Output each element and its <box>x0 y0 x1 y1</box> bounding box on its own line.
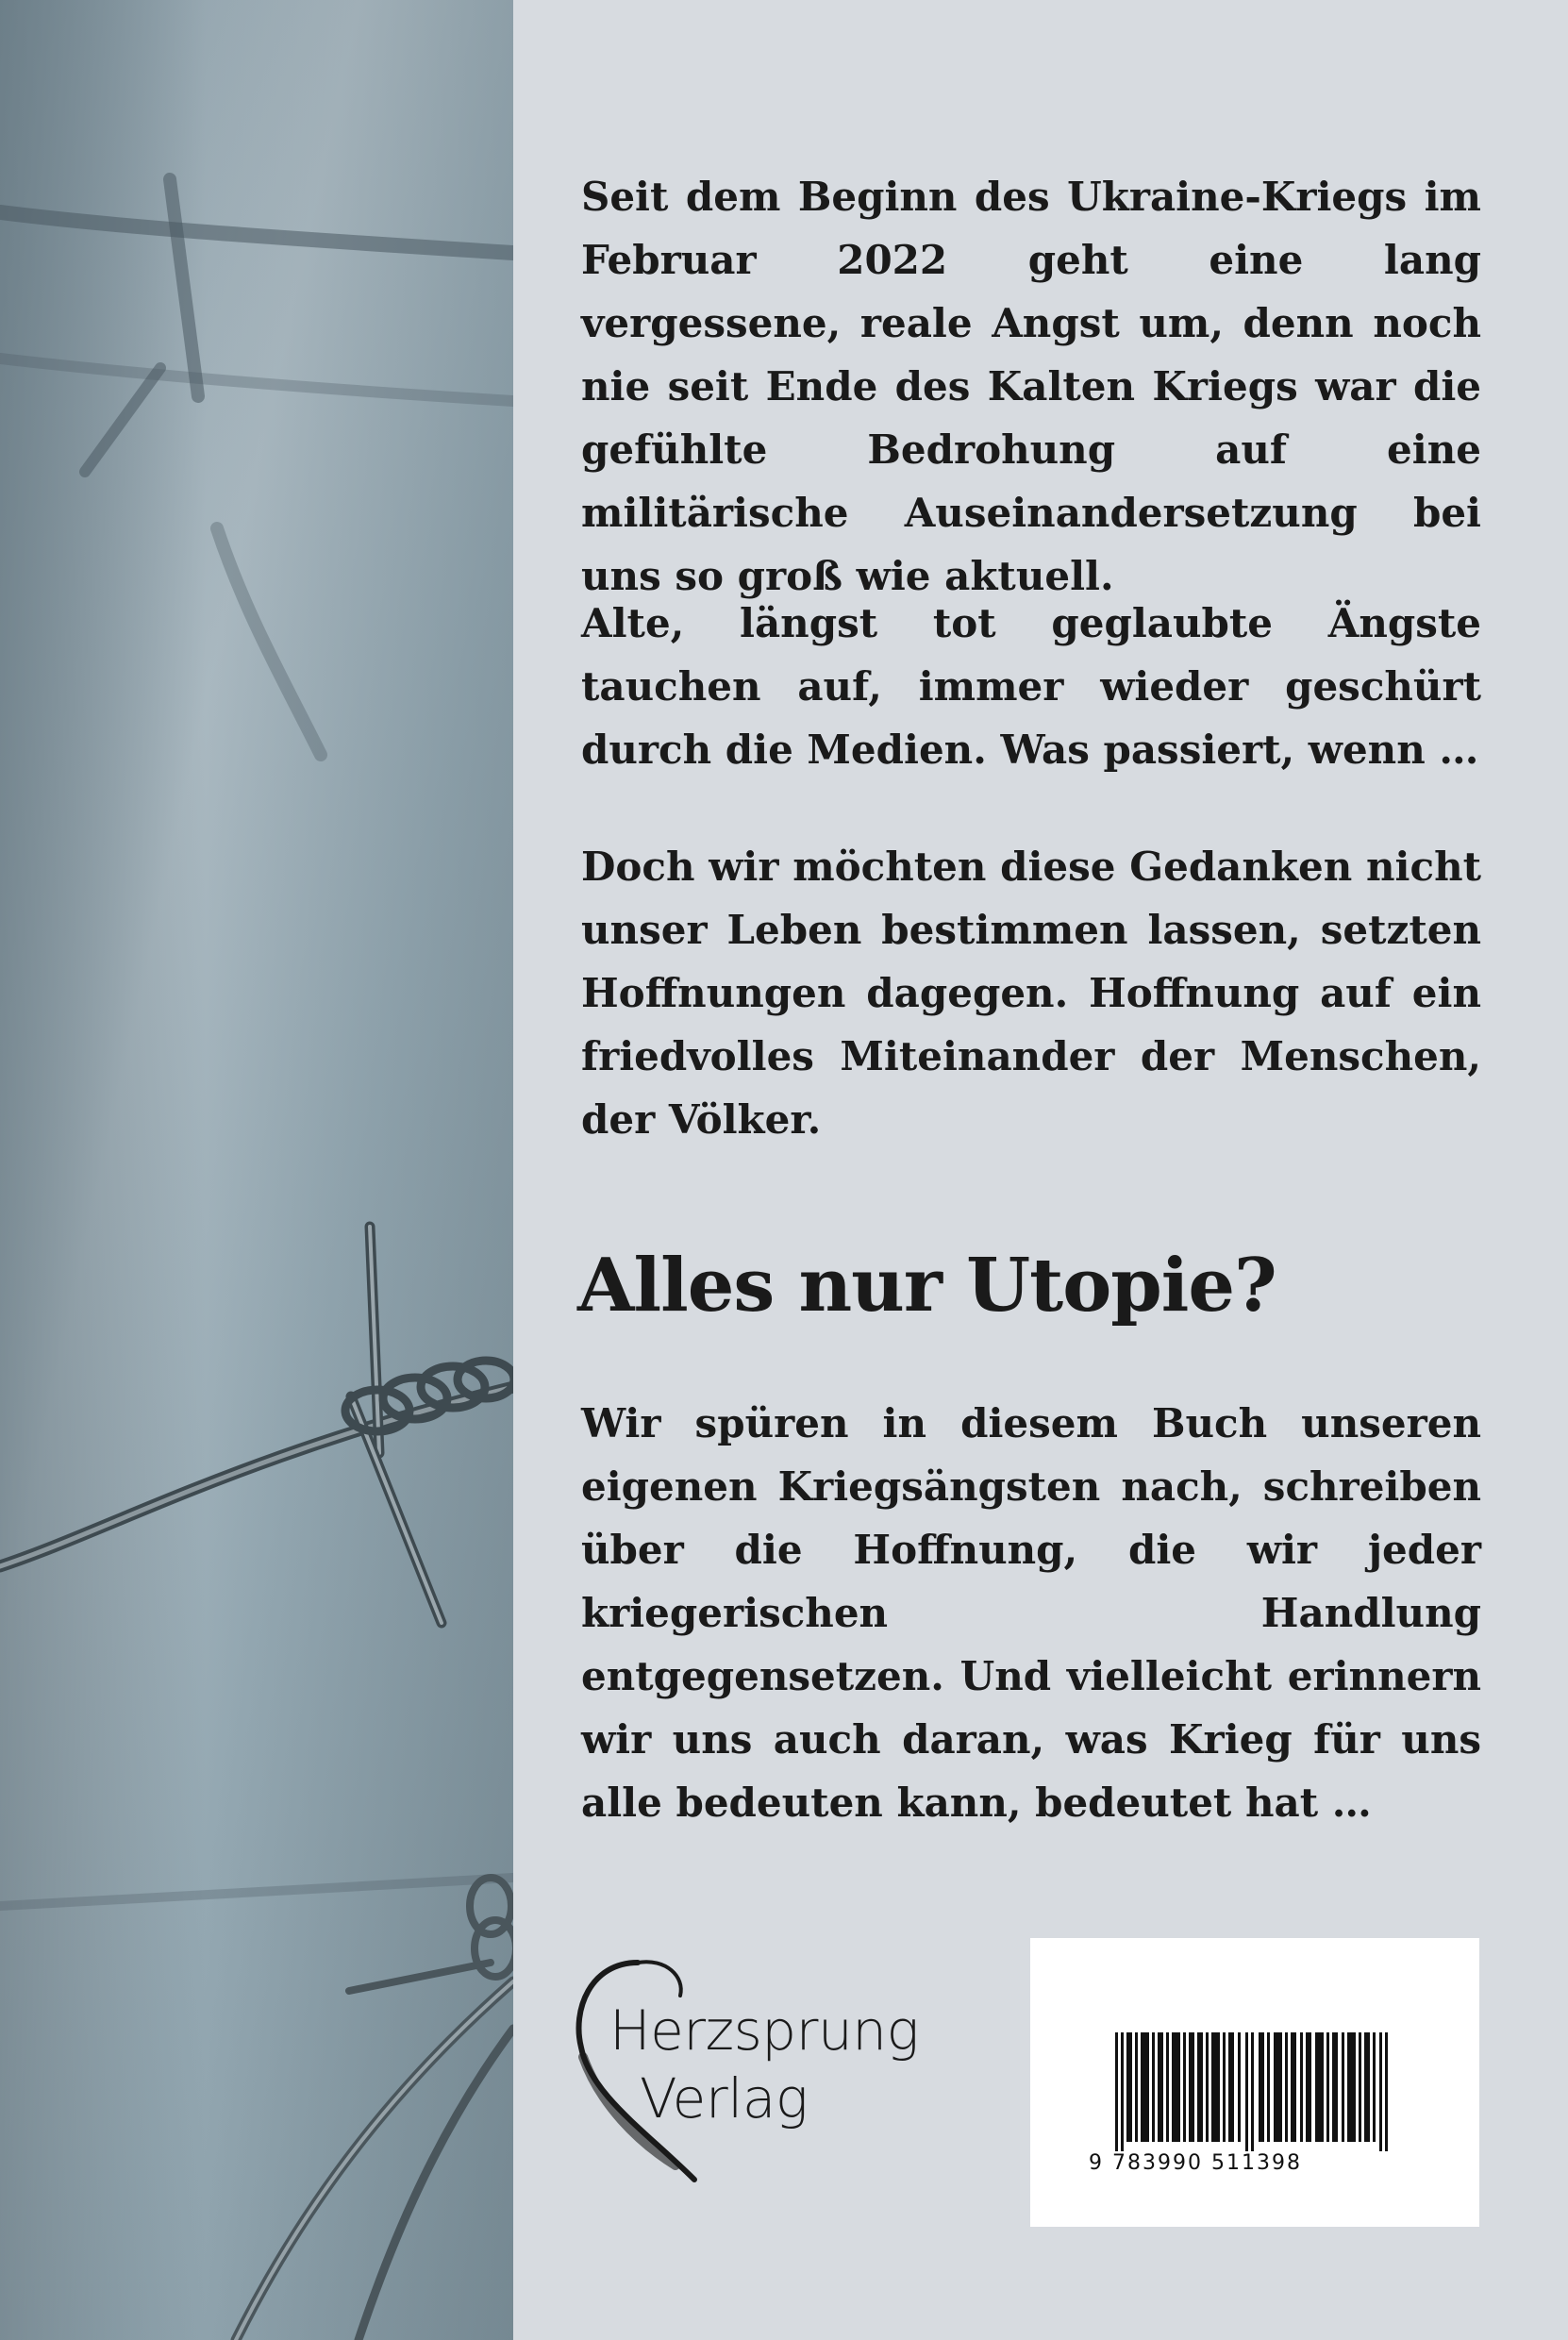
paragraph-4: Wir spüren in diesem Buch unseren eigenen Kriegsängsten nach, schreiben über die Hoffnung, die wir jeder kriegerischen Handlung entgegensetzen. Und vielleicht erinnern wir uns auch daran, was Krieg für uns alle bedeuten kann, bedeutet hat … <box>581 1400 1481 1826</box>
isbn-digits: 9 783990 511398 <box>1089 2151 1302 2175</box>
isbn-barcode-box <box>1030 1938 1479 2227</box>
paragraph-3: Doch wir möchten diese Gedanken nicht unser Leben bestimmen lassen, setzten Hoffnungen dagegen. Hoffnung auf ein friedvolles Miteinander der Menschen, der Völker. <box>581 844 1481 1143</box>
barcode-icon <box>1115 2032 1398 2151</box>
publisher-logo <box>562 1944 921 2189</box>
paragraph-1: Seit dem Beginn des Ukraine-Kriegs im Februar 2022 geht eine lang vergessene, reale Angst um, denn noch nie seit Ende des Kalten Kriegs war die gefühlte Bedrohung auf eine militärische Auseinandersetzung bei uns so groß wie aktuell. <box>581 174 1481 599</box>
back-cover-heading: Alles nur Utopie? <box>577 1243 1276 1329</box>
paragraph-2: Alte, längst tot geglaubte Ängste tauchen auf, immer wieder geschürt durch die Medien. Was passiert, wenn … <box>581 600 1481 773</box>
cover-photo-barbed-wire <box>0 0 513 2340</box>
publisher-subname: Verlag <box>640 2066 809 2131</box>
publisher-name: Herzsprung <box>609 1998 919 2063</box>
barbed-wire-icon <box>0 0 513 2340</box>
